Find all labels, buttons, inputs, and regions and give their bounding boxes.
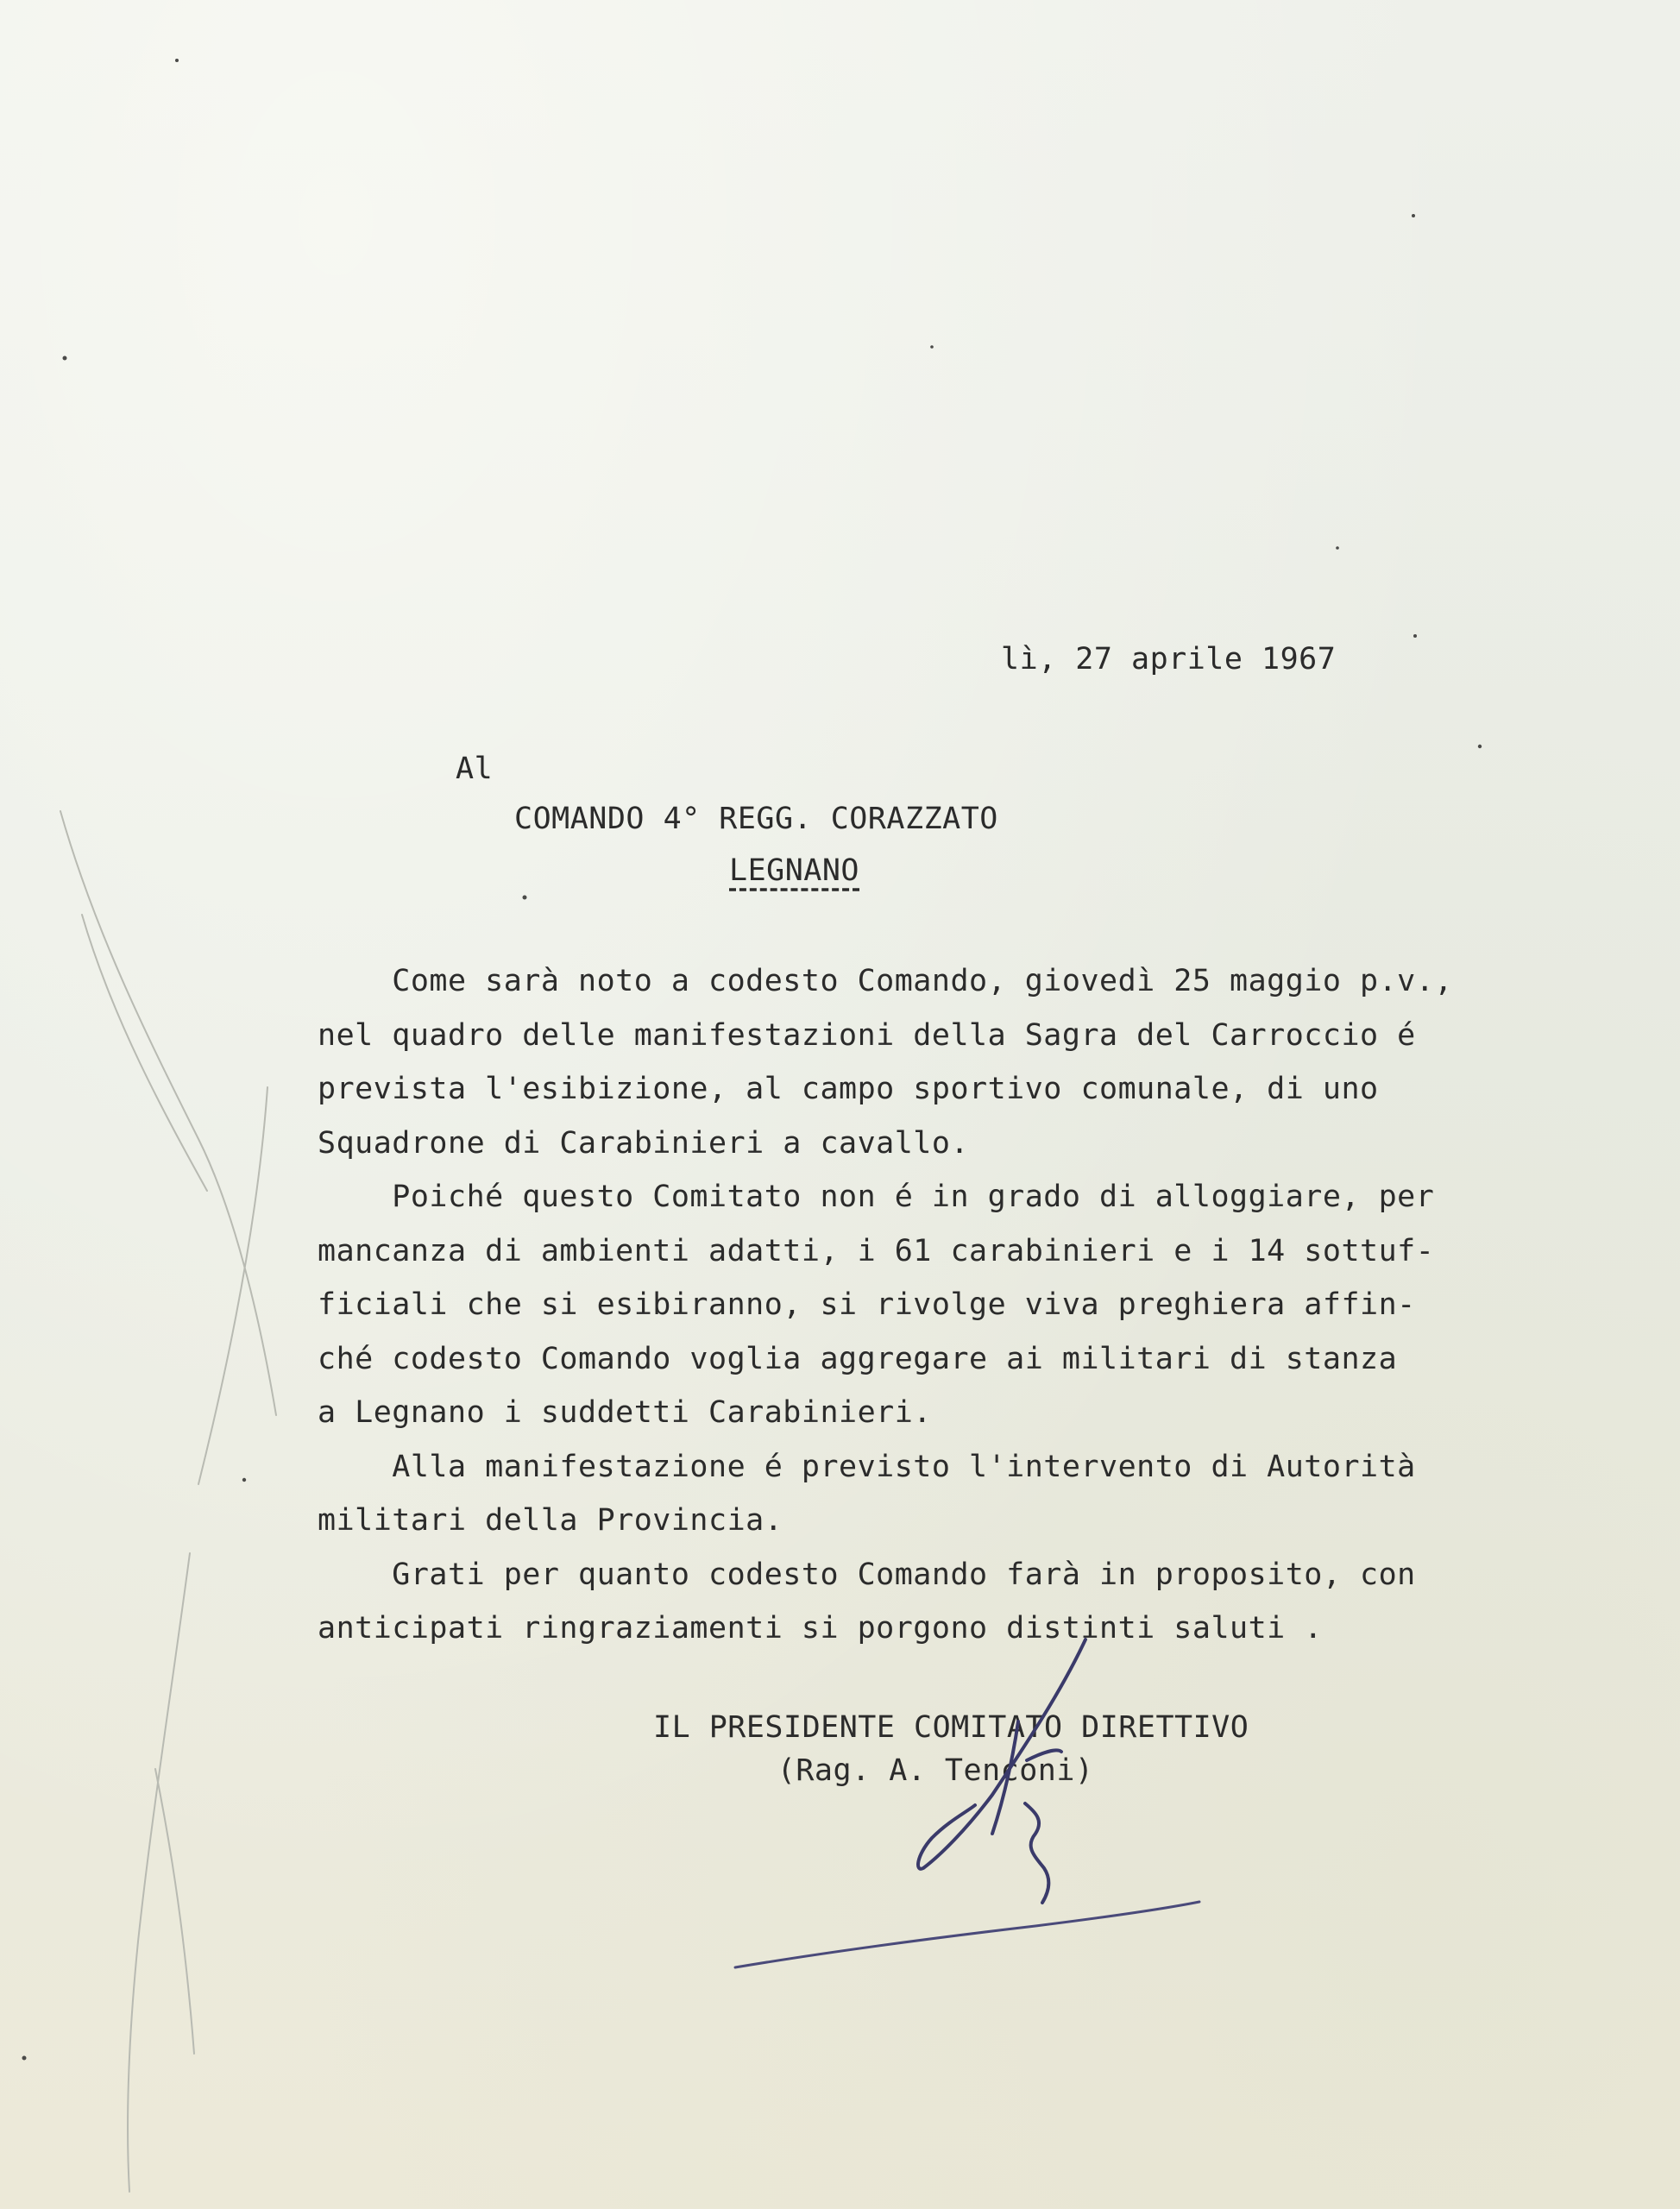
salutation: Al xyxy=(456,752,494,786)
body-line: militari della Provincia. xyxy=(318,1503,783,1538)
signature-block xyxy=(653,1706,1249,1792)
body-line: Alla manifestazione é previsto l'intervento di Autorità xyxy=(318,1449,1416,1484)
body-line: Poiché questo Comitato non é in grado di alloggiare, per xyxy=(318,1180,1435,1214)
signature-name: (Rag. A. Tenconi) xyxy=(777,1753,1094,1788)
recipient-city: LEGNANO xyxy=(729,853,860,888)
body-line: ché codesto Comando voglia aggregare ai militari di stanza xyxy=(318,1341,1398,1376)
recipient-line: COMANDO 4° REGG. CORAZZATO xyxy=(514,802,998,836)
signature-title: IL PRESIDENTE COMITATO DIRETTIVO xyxy=(653,1710,1249,1745)
signature-underline xyxy=(735,1902,1199,1967)
body-line: a Legnano i suddetti Carabinieri. xyxy=(318,1395,932,1430)
body-line: Squadrone di Carabinieri a cavallo. xyxy=(318,1125,970,1161)
body-line: anticipati ringraziamenti si porgono distinti saluti . xyxy=(318,1611,1323,1646)
body-line: Grati per quanto codesto Comando farà in proposito, con xyxy=(318,1557,1416,1592)
body-line: Come sarà noto a codesto Comando, giovedì 25 maggio p.v., xyxy=(318,964,1453,998)
body-line: prevista l'esibizione, al campo sportivo comunale, di uno xyxy=(318,1072,1379,1106)
letter-body xyxy=(318,954,1508,1656)
body-line: ficiali che si esibiranno, si rivolge viva preghiera affin- xyxy=(318,1287,1416,1322)
letter-date: lì, 27 aprile 1967 xyxy=(1001,642,1337,677)
body-line: mancanza di ambienti adatti, i 61 carabinieri e i 14 sottuf- xyxy=(318,1233,1435,1268)
body-line: nel quadro delle manifestazioni della Sagra del Carroccio é xyxy=(318,1017,1416,1053)
pencil-marks xyxy=(60,811,276,2192)
